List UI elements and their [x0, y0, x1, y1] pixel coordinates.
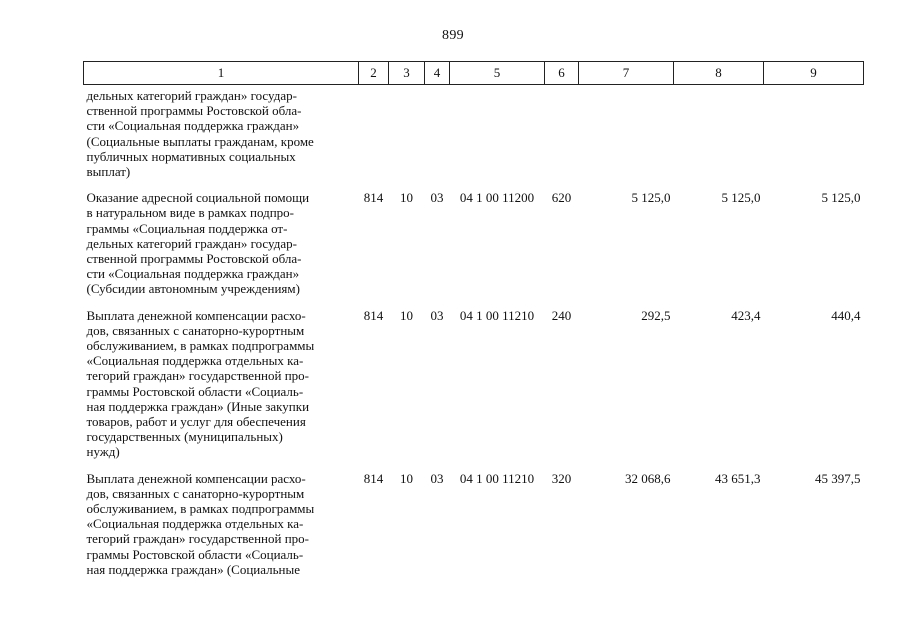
page-number: 899 — [442, 28, 464, 43]
amount-year-2: 43 651,3 — [715, 470, 761, 486]
row-description: Выплата денежной компенсации расхо- дов, связанных с санаторно-курортным обслуживанием, в рамках подпрограммы «Социальная поддержка отдельных ка- тегорий граждан» государственной про- граммы Ростовской области «Социаль- ная поддержка граждан» (Иные закупки товаров, работ и услуг для обеспечения государственных (муниципальных) нужд) — [86, 307, 315, 460]
column-header-4: 4 — [425, 62, 450, 85]
section-code: 10 — [400, 470, 413, 486]
amount-year-1 — [579, 85, 674, 191]
amount-year-1: 292,5 — [641, 307, 671, 323]
section-code: 10 — [400, 190, 413, 206]
subsection-code: 03 — [430, 470, 444, 486]
target-code: 04 1 00 11200 — [459, 190, 535, 206]
amount-year-2: 423,4 — [731, 307, 761, 323]
expense-type-code: 240 — [551, 307, 572, 323]
table-row — [84, 471, 864, 577]
budget-table — [83, 61, 864, 577]
section-code: 10 — [400, 307, 413, 323]
row-description: дельных категорий граждан» государ- ственной программы Ростовской обла- сти «Социальная поддержка граждан» (Социальные выплаты гражданам, кроме публичных нормативных социальных выплат) — [86, 88, 314, 180]
expense-type-code — [545, 85, 579, 191]
column-header-3: 3 — [389, 62, 425, 85]
header-row — [84, 62, 864, 85]
amount-year-2 — [674, 85, 764, 191]
ministry-code — [359, 85, 389, 191]
table-row — [84, 85, 864, 191]
column-header-7: 7 — [579, 62, 674, 85]
column-header-6: 6 — [545, 62, 579, 85]
expense-type-code: 620 — [551, 190, 572, 206]
row-description: Оказание адресной социальной помощи в натуральном виде в рамках подпро- граммы «Социальная поддержка от- дельных категорий граждан» государ- ственной программы Ростовской обла- сти «Социальная поддержка граждан» (Субсидии автономным учреждениям) — [86, 190, 310, 297]
table-row — [84, 190, 864, 307]
column-header-2: 2 — [359, 62, 389, 85]
ministry-code: 814 — [363, 307, 384, 323]
target-code: 04 1 00 11210 — [459, 307, 535, 323]
amount-year-2: 5 125,0 — [721, 190, 761, 206]
subsection-code: 03 — [430, 307, 444, 323]
amount-year-1: 32 068,6 — [625, 470, 671, 486]
amount-year-3: 440,4 — [831, 307, 861, 323]
column-header-1: 1 — [84, 62, 359, 85]
amount-year-1: 5 125,0 — [631, 190, 671, 206]
ministry-code: 814 — [363, 190, 384, 206]
table-header — [84, 62, 864, 85]
table-row — [84, 308, 864, 471]
row-description: Выплата денежной компенсации расхо- дов, связанных с санаторно-курортным обслуживанием, в рамках подпрограммы «Социальная поддержка отдельных ка- тегорий граждан» государственной про- граммы Ростовской области «Социаль- ная поддержка граждан» (Социальные — [86, 470, 315, 577]
expense-type-code: 320 — [551, 470, 572, 486]
table-body — [84, 85, 864, 578]
amount-year-3 — [764, 85, 864, 191]
target-code — [450, 85, 545, 191]
ministry-code: 814 — [363, 470, 384, 486]
column-header-9: 9 — [764, 62, 864, 85]
column-header-8: 8 — [674, 62, 764, 85]
column-header-5: 5 — [450, 62, 545, 85]
amount-year-3: 5 125,0 — [821, 190, 861, 206]
subsection-code — [425, 85, 450, 191]
amount-year-3: 45 397,5 — [815, 470, 861, 486]
subsection-code: 03 — [430, 190, 444, 206]
section-code — [389, 85, 425, 191]
target-code: 04 1 00 11210 — [459, 470, 535, 486]
